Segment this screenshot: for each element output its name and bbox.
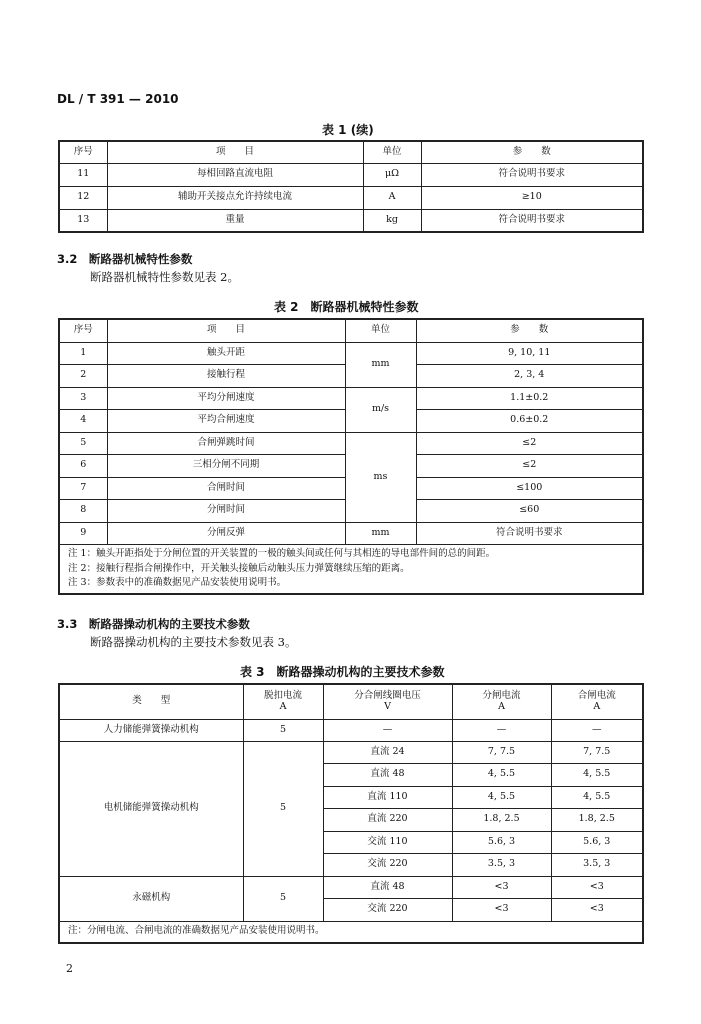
- cell: 1.8, 2.5: [452, 809, 551, 832]
- cell: 4: [59, 410, 107, 433]
- cell: μΩ: [363, 163, 421, 186]
- cell: 9: [59, 522, 107, 545]
- table2-notes-row: [59, 545, 643, 595]
- table-row: [59, 342, 643, 365]
- cell: 7: [59, 477, 107, 500]
- table2-header-row: [59, 319, 643, 342]
- table2-note-1: 注 1：触头开距指处于分闸位置的开关装置的一极的触头间或任何与其相连的导电部件间的总的间距。: [68, 548, 496, 559]
- cell: 3.5, 3: [551, 854, 643, 877]
- cell: A: [363, 186, 421, 209]
- cell: 5: [243, 741, 323, 876]
- unit-cell: m/s: [345, 387, 416, 432]
- header-line: 分合闸线圈电压: [354, 689, 421, 701]
- cell: 交流 220: [323, 854, 452, 877]
- cell: 12: [59, 186, 107, 209]
- table-row: [59, 522, 643, 545]
- document-header: DL / T 391 — 2010: [57, 92, 179, 106]
- table2-note-2: 注 2：接触行程指合闸操作中，开关触头接触后动触头压力弹簧继续压缩的距离。: [68, 562, 410, 574]
- cell: 直流 48: [323, 764, 452, 787]
- table1-header-row: [59, 141, 643, 163]
- cell: 分闸反弹: [107, 522, 345, 545]
- table-row: [59, 186, 643, 209]
- cell: ≤100: [416, 477, 643, 500]
- header-unit: V: [384, 700, 391, 712]
- table3-note-row: [59, 921, 643, 943]
- cell: 0.6±0.2: [416, 410, 643, 433]
- table3-header-voltage: [323, 684, 452, 719]
- section-3-2-heading: 3.2 断路器机械特性参数: [57, 252, 193, 266]
- cell: 5: [59, 432, 107, 455]
- unit-cell: mm: [345, 342, 416, 387]
- cell: 8: [59, 500, 107, 523]
- cell: ≤60: [416, 500, 643, 523]
- cell: 7, 7.5: [452, 741, 551, 764]
- table3-header-type: [59, 684, 243, 719]
- header-line: 类 型: [132, 695, 171, 707]
- cell: —: [551, 719, 643, 741]
- table3: [58, 683, 644, 944]
- table2: [58, 318, 644, 595]
- cell: —: [452, 719, 551, 741]
- cell: 2, 3, 4: [416, 365, 643, 388]
- cell: ≤2: [416, 455, 643, 478]
- table3-header-open-current: [452, 684, 551, 719]
- type-cell: 永磁机构: [59, 876, 243, 921]
- cell: 合闸时间: [107, 477, 345, 500]
- cell: 平均合闸速度: [107, 410, 345, 433]
- unit-cell: ms: [345, 432, 416, 522]
- table2-caption: 表 2 断路器机械特性参数: [274, 300, 419, 314]
- cell: 6: [59, 455, 107, 478]
- cell: 分闸时间: [107, 500, 345, 523]
- header-unit: A: [279, 700, 287, 712]
- header-unit: A: [593, 700, 601, 712]
- header-line: 脱扣电流: [263, 689, 302, 701]
- cell: 重量: [107, 209, 363, 232]
- cell: <3: [551, 876, 643, 899]
- cell: 1: [59, 342, 107, 365]
- table-row: [59, 432, 643, 455]
- table-row: [59, 163, 643, 186]
- unit-cell: mm: [345, 522, 416, 545]
- cell: 5.6, 3: [452, 831, 551, 854]
- table1-header-item: 项 目: [107, 141, 363, 163]
- cell: ≥10: [421, 186, 643, 209]
- header-unit: A: [498, 700, 505, 712]
- cell: 4, 5.5: [551, 764, 643, 787]
- section-3-3-heading: 3.3 断路器操动机构的主要技术参数: [57, 617, 250, 631]
- table1-caption: 表 1 (续): [322, 123, 374, 137]
- table1-header-param: 参 数: [421, 141, 643, 163]
- cell: 7, 7.5: [551, 741, 643, 764]
- table-row: [59, 209, 643, 232]
- table1-header-unit: 单位: [363, 141, 421, 163]
- page-number: 2: [66, 962, 73, 975]
- table-row: [59, 387, 643, 410]
- cell: kg: [363, 209, 421, 232]
- cell: 交流 220: [323, 899, 452, 922]
- cell: ≤2: [416, 432, 643, 455]
- table2-header-param: 参 数: [416, 319, 643, 342]
- cell: 符合说明书要求: [421, 163, 643, 186]
- cell: 符合说明书要求: [416, 522, 643, 545]
- cell: 2: [59, 365, 107, 388]
- table3-caption: 表 3 断路器操动机构的主要技术参数: [240, 665, 445, 679]
- cell: 5: [243, 876, 323, 921]
- cell: 直流 24: [323, 741, 452, 764]
- cell: <3: [452, 876, 551, 899]
- section-3-3-text: 断路器操动机构的主要技术参数见表 3。: [90, 635, 297, 649]
- cell: 4, 5.5: [551, 786, 643, 809]
- cell: 接触行程: [107, 365, 345, 388]
- type-cell: 电机储能弹簧操动机构: [59, 741, 243, 876]
- section-3-2-text: 断路器机械特性参数见表 2。: [90, 270, 239, 284]
- table2-notes: [59, 545, 643, 595]
- table-row: [59, 876, 643, 899]
- table3-header-close-current: [551, 684, 643, 719]
- table1: [58, 140, 644, 233]
- table2-note-3: 注 3：参数表中的准确数据见产品安装使用说明书。: [68, 577, 287, 589]
- header-line: 合闸电流: [577, 689, 616, 701]
- cell: 直流 220: [323, 809, 452, 832]
- cell: —: [323, 719, 452, 741]
- table2-header-num: 序号: [59, 319, 107, 342]
- cell: 4, 5.5: [452, 786, 551, 809]
- cell: 触头开距: [107, 342, 345, 365]
- cell: 符合说明书要求: [421, 209, 643, 232]
- cell: 辅助开关接点允许持续电流: [107, 186, 363, 209]
- cell: 3: [59, 387, 107, 410]
- cell: 5.6, 3: [551, 831, 643, 854]
- cell: <3: [452, 899, 551, 922]
- table1-header-num: 序号: [59, 141, 107, 163]
- cell: 交流 110: [323, 831, 452, 854]
- cell: 13: [59, 209, 107, 232]
- table-row: [59, 741, 643, 764]
- cell: 合闸弹跳时间: [107, 432, 345, 455]
- table2-header-item: 项 目: [107, 319, 345, 342]
- header-line: 分闸电流: [482, 689, 521, 701]
- cell: 1.1±0.2: [416, 387, 643, 410]
- cell: 3.5, 3: [452, 854, 551, 877]
- table3-note: 注：分闸电流、合闸电流的准确数据见产品安装使用说明书。: [59, 921, 643, 943]
- table-row: [59, 719, 643, 741]
- cell: 直流 110: [323, 786, 452, 809]
- table2-header-unit: 单位: [345, 319, 416, 342]
- table3-header-row: [59, 684, 643, 719]
- cell: 5: [243, 719, 323, 741]
- cell: 1.8, 2.5: [551, 809, 643, 832]
- cell: 每相回路直流电阻: [107, 163, 363, 186]
- cell: <3: [551, 899, 643, 922]
- cell: 11: [59, 163, 107, 186]
- table3-header-trip: [243, 684, 323, 719]
- cell: 4, 5.5: [452, 764, 551, 787]
- cell: 平均分闸速度: [107, 387, 345, 410]
- type-cell: 人力储能弹簧操动机构: [59, 719, 243, 741]
- cell: 9, 10, 11: [416, 342, 643, 365]
- cell: 直流 48: [323, 876, 452, 899]
- cell: 三相分闸不同期: [107, 455, 345, 478]
